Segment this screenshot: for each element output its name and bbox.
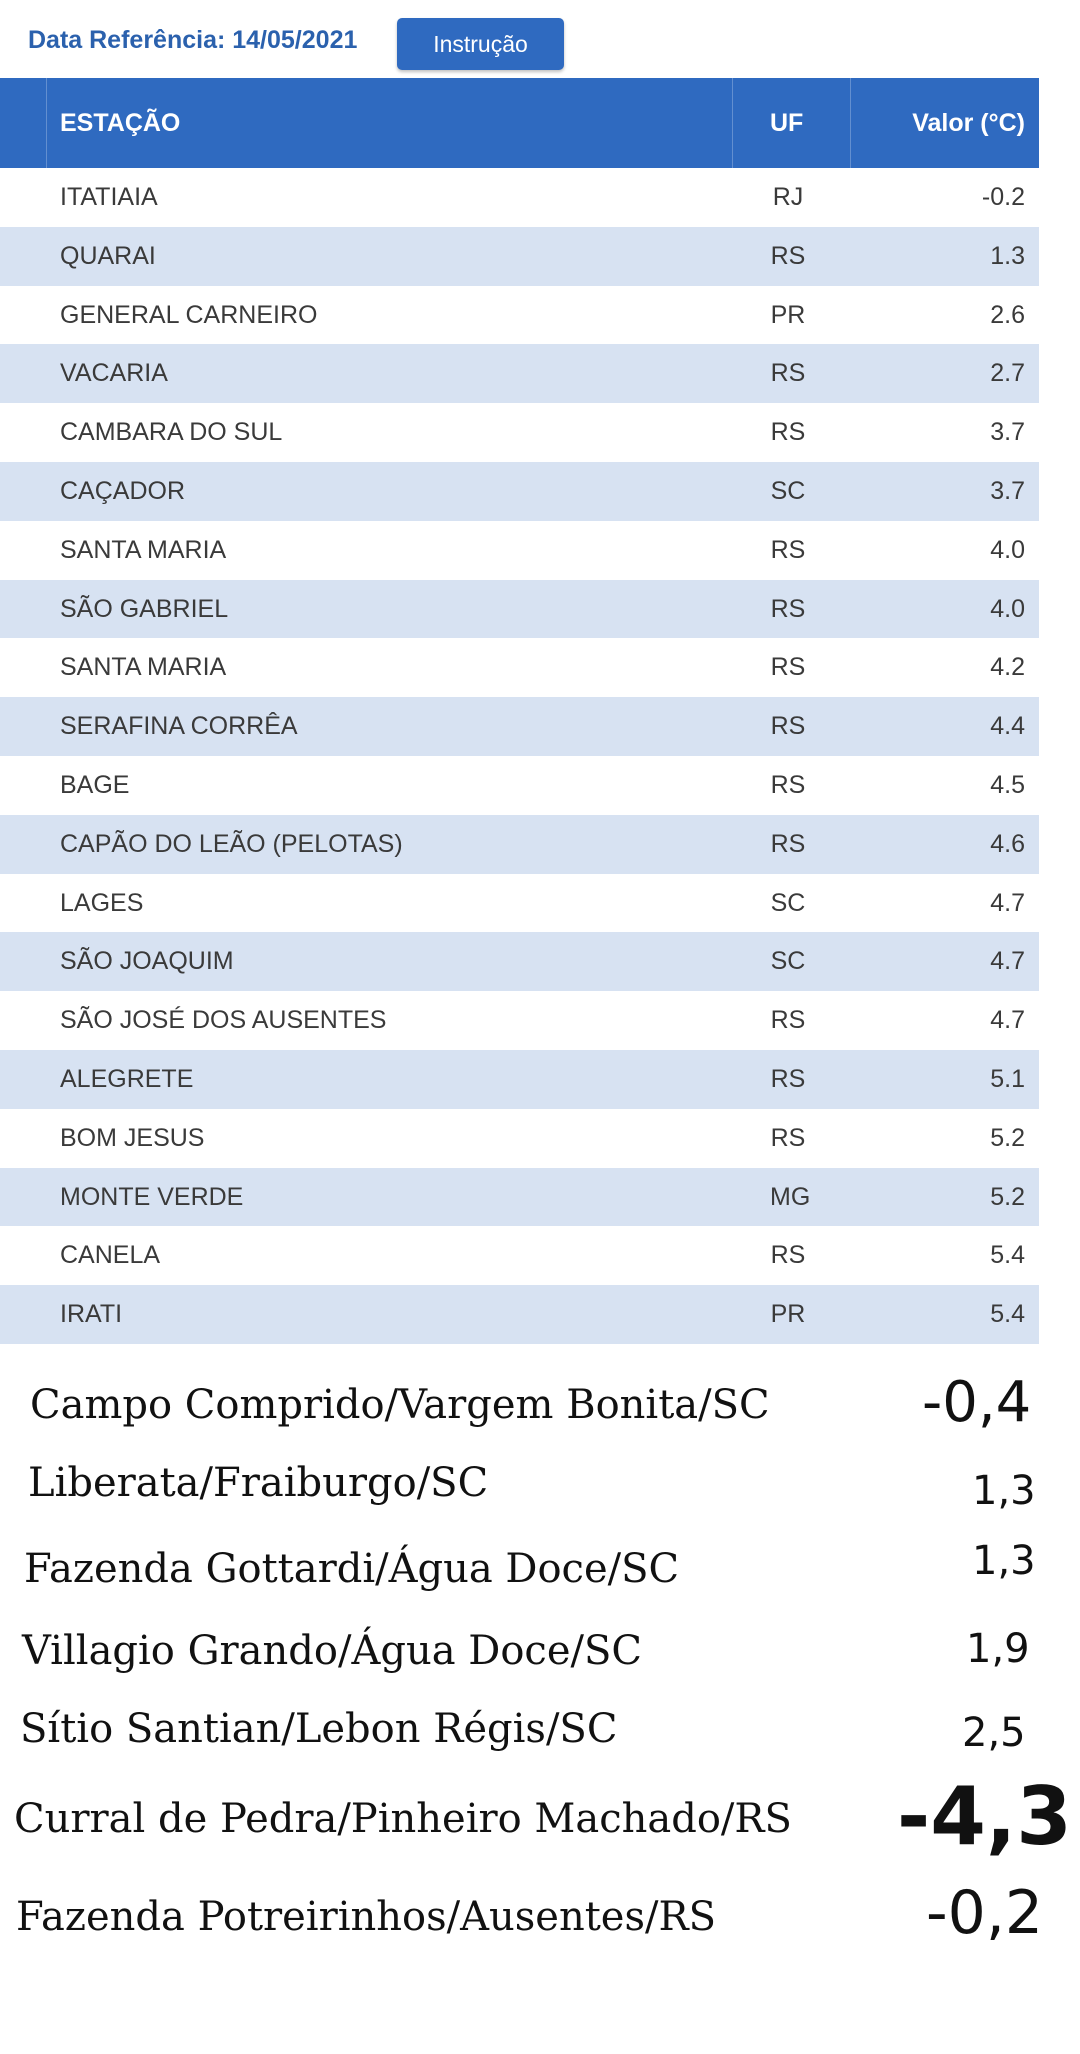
table-row: [0, 1226, 1039, 1285]
value-cell: 4.0: [990, 594, 1025, 623]
uf-cell: RS: [770, 1241, 806, 1270]
extra-station-value: 1,9: [966, 1626, 1030, 1672]
header-separator: [732, 78, 733, 168]
station-cell: SANTA MARIA: [60, 653, 227, 682]
uf-cell: RS: [770, 829, 806, 858]
value-cell: 4.7: [990, 888, 1025, 917]
column-header-station[interactable]: ESTAÇÃO: [60, 109, 181, 137]
table-row: [0, 1050, 1039, 1109]
uf-cell: RS: [770, 359, 806, 388]
uf-cell: PR: [770, 1300, 806, 1329]
value-cell: 3.7: [990, 476, 1025, 505]
value-cell: 5.2: [990, 1182, 1025, 1211]
stations-table: [0, 78, 1039, 1344]
station-cell: SANTA MARIA: [60, 535, 227, 564]
extra-station-name: Campo Comprido/Vargem Bonita/SC: [30, 1382, 770, 1428]
uf-cell: RS: [770, 418, 806, 447]
value-cell: 4.2: [990, 653, 1025, 682]
station-cell: SÃO JOSÉ DOS AUSENTES: [60, 1006, 387, 1035]
station-cell: CAMBARA DO SUL: [60, 418, 283, 447]
extra-station-name: Curral de Pedra/Pinheiro Machado/RS: [14, 1796, 792, 1842]
station-cell: CAPÃO DO LEÃO (PELOTAS): [60, 829, 403, 858]
uf-cell: RS: [770, 770, 806, 799]
extra-station-name: Liberata/Fraiburgo/SC: [28, 1460, 489, 1506]
value-cell: 4.7: [990, 947, 1025, 976]
uf-cell: RS: [770, 1123, 806, 1152]
value-cell: 2.7: [990, 359, 1025, 388]
table-row: [0, 874, 1039, 933]
value-cell: 4.7: [990, 1006, 1025, 1035]
table-row: [0, 932, 1039, 991]
station-cell: MONTE VERDE: [60, 1182, 244, 1211]
table-row: [0, 1168, 1039, 1227]
extra-station-value: -0,2: [926, 1878, 1044, 1948]
table-row: [0, 286, 1039, 345]
table-row: [0, 403, 1039, 462]
station-cell: VACARIA: [60, 359, 168, 388]
table-row: [0, 344, 1039, 403]
value-cell: 4.4: [990, 712, 1025, 741]
instruction-button[interactable]: Instrução: [397, 18, 564, 70]
table-row: [0, 1109, 1039, 1168]
value-cell: 4.0: [990, 535, 1025, 564]
value-cell: -0.2: [981, 183, 1025, 211]
table-row: [0, 462, 1039, 521]
value-cell: 4.6: [990, 829, 1025, 858]
station-cell: LAGES: [60, 888, 144, 917]
value-cell: 4.5: [990, 770, 1025, 799]
extra-station-name: Fazenda Gottardi/Água Doce/SC: [24, 1546, 680, 1592]
extra-stations-list: [0, 1360, 1080, 1980]
station-cell: QUARAI: [60, 241, 156, 270]
extra-station-value: -4,3: [897, 1770, 1072, 1863]
station-cell: SÃO JOAQUIM: [60, 947, 234, 976]
station-cell: BAGE: [60, 770, 130, 799]
table-row: [0, 991, 1039, 1050]
station-cell: ALEGRETE: [60, 1064, 194, 1093]
station-cell: ITATIAIA: [60, 183, 158, 211]
value-cell: 1.3: [990, 241, 1025, 270]
table-row: [0, 227, 1039, 286]
extra-station-value: -0,4: [922, 1370, 1032, 1435]
uf-cell: SC: [770, 888, 806, 917]
extra-station-name: Villagio Grando/Água Doce/SC: [22, 1628, 642, 1674]
top-bar: [0, 0, 1080, 78]
station-cell: GENERAL CARNEIRO: [60, 300, 318, 329]
value-cell: 3.7: [990, 418, 1025, 447]
station-cell: CANELA: [60, 1241, 161, 1270]
uf-cell: RS: [770, 1006, 806, 1035]
extra-station-name: Fazenda Potreirinhos/Ausentes/RS: [16, 1894, 716, 1940]
extra-station-value: 1,3: [972, 1538, 1036, 1584]
station-cell: SERAFINA CORRÊA: [60, 712, 298, 741]
column-header-uf[interactable]: UF: [770, 109, 804, 137]
reference-date-label: Data Referência: 14/05/2021: [28, 26, 358, 54]
table-row: [0, 756, 1039, 815]
extra-station-name: Sítio Santian/Lebon Régis/SC: [20, 1706, 618, 1752]
table-body: [0, 168, 1039, 1344]
uf-cell: PR: [770, 300, 806, 329]
value-cell: 5.1: [990, 1064, 1025, 1093]
uf-cell: MG: [770, 1182, 811, 1211]
uf-cell: RS: [770, 1064, 806, 1093]
table-row: [0, 521, 1039, 580]
table-row: [0, 697, 1039, 756]
uf-cell: RS: [770, 712, 806, 741]
uf-cell: SC: [770, 476, 806, 505]
table-row: [0, 638, 1039, 697]
station-cell: CAÇADOR: [60, 476, 186, 505]
station-cell: BOM JESUS: [60, 1123, 205, 1152]
extra-station-value: 2,5: [962, 1710, 1026, 1756]
uf-cell: RS: [770, 241, 806, 270]
uf-cell: RS: [770, 653, 806, 682]
value-cell: 5.4: [990, 1300, 1025, 1329]
value-cell: 5.4: [990, 1241, 1025, 1270]
table-row: [0, 815, 1039, 874]
table-header: [0, 78, 1039, 168]
table-row: [0, 168, 1039, 227]
header-separator: [46, 78, 47, 168]
table-row: [0, 1285, 1039, 1344]
value-cell: 2.6: [990, 300, 1025, 329]
extra-station-value: 1,3: [972, 1468, 1036, 1514]
uf-cell: SC: [770, 947, 806, 976]
uf-cell: RS: [770, 594, 806, 623]
station-cell: IRATI: [60, 1300, 123, 1329]
value-cell: 5.2: [990, 1123, 1025, 1152]
uf-cell: RJ: [772, 183, 804, 211]
header-separator: [850, 78, 851, 168]
station-cell: SÃO GABRIEL: [60, 594, 229, 623]
table-row: [0, 580, 1039, 639]
uf-cell: RS: [770, 535, 806, 564]
column-header-value[interactable]: Valor (°C): [912, 109, 1025, 137]
